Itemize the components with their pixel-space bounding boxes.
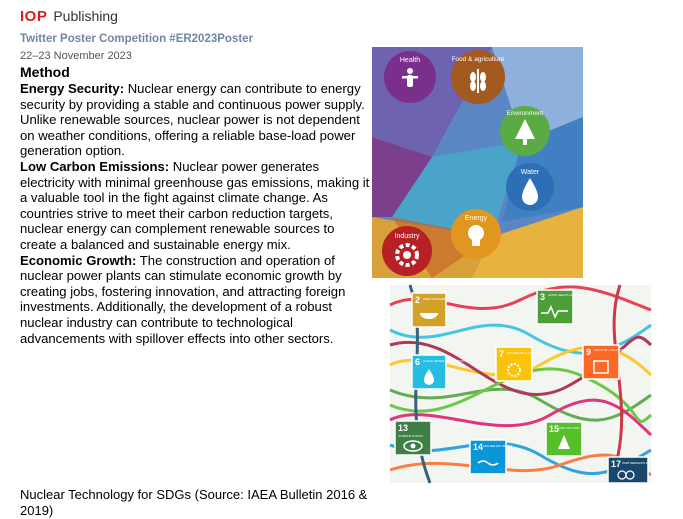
logo-brand: IOP bbox=[20, 8, 48, 25]
logo-name: Publishing bbox=[53, 8, 118, 24]
environment-label: Environment bbox=[506, 110, 544, 117]
method-heading: Method bbox=[20, 64, 70, 80]
nuclear-applications-figure bbox=[372, 47, 583, 278]
svg-text:ZERO HUNGER: ZERO HUNGER bbox=[423, 297, 446, 301]
sdg-tile-17 bbox=[608, 457, 670, 483]
iop-logo bbox=[20, 8, 118, 25]
section-text: Nuclear power generates electricity with minimal greenhouse gas emissions, making it a valuable tool in the fight against climate change. As countries strive to meet their carbon reduction targets, nuclear energy can complement renewable sources to create a balanced and sustainable energy mix. bbox=[20, 158, 370, 252]
svg-text:14: 14 bbox=[473, 442, 484, 452]
svg-text:15: 15 bbox=[549, 424, 560, 434]
svg-text:GOOD HEALTH AND WELL-BEING: GOOD HEALTH AND WELL-BEING bbox=[548, 293, 596, 297]
food-label: Food & agriculture bbox=[451, 56, 505, 63]
food-agriculture-icon bbox=[451, 50, 505, 104]
sdg-tile-15 bbox=[546, 422, 582, 456]
svg-text:INDUSTRY, INNOVATION AND INFRA: INDUSTRY, INNOVATION AND INFRASTRUCTURE bbox=[594, 348, 665, 352]
section-energy-security bbox=[20, 81, 372, 159]
section-low-carbon bbox=[20, 159, 372, 253]
svg-text:2: 2 bbox=[415, 295, 421, 305]
figure-caption: Nuclear Technology for SDGs (Source: IAEA Bulletin 2016 & 2019) bbox=[20, 487, 368, 518]
svg-text:9: 9 bbox=[586, 347, 592, 357]
svg-text:17: 17 bbox=[611, 459, 622, 469]
svg-text:AFFORDABLE AND CLEAN ENERGY: AFFORDABLE AND CLEAN ENERGY bbox=[507, 351, 559, 355]
industry-icon bbox=[382, 226, 432, 276]
svg-text:13: 13 bbox=[398, 423, 409, 433]
svg-text:LIFE ON LAND: LIFE ON LAND bbox=[559, 426, 580, 430]
svg-text:CLEAN WATER AND SANITATION: CLEAN WATER AND SANITATION bbox=[423, 359, 470, 363]
section-title: Low Carbon Emissions: bbox=[20, 158, 170, 174]
svg-text:CLIMATE ACTION: CLIMATE ACTION bbox=[398, 434, 423, 438]
poster-date: 22–23 November 2023 bbox=[20, 50, 132, 62]
sdg-figure bbox=[390, 285, 671, 483]
sdg-tile-13 bbox=[395, 421, 431, 455]
section-text: Nuclear energy can contribute to energy security by providing a stable and continuous power supply. Unlike renewable sources, nuclear power is not dependent on weather conditions, offering a reliable base-load power generation option. bbox=[20, 81, 365, 159]
applications-svg bbox=[372, 47, 583, 278]
svg-text:7: 7 bbox=[499, 349, 505, 359]
section-title: Economic Growth: bbox=[20, 252, 137, 268]
water-label: Water bbox=[520, 169, 540, 176]
section-title: Energy Security: bbox=[20, 81, 125, 96]
industry-label: Industry bbox=[394, 233, 420, 240]
sdg-tile-14 bbox=[470, 440, 513, 474]
energy-icon bbox=[451, 209, 501, 259]
poster-subtitle: Twitter Poster Competition #ER2023Poster bbox=[20, 33, 254, 45]
energy-label: Energy bbox=[464, 215, 488, 222]
svg-text:6: 6 bbox=[415, 357, 421, 367]
health-icon bbox=[384, 51, 436, 103]
sdg-tile-2 bbox=[412, 293, 446, 327]
sdg-svg bbox=[390, 285, 671, 483]
method-body bbox=[20, 64, 372, 346]
svg-text:LIFE BELOW WATER: LIFE BELOW WATER bbox=[483, 444, 513, 448]
water-icon bbox=[506, 163, 554, 211]
health-label: Health bbox=[399, 57, 421, 64]
environment-icon bbox=[500, 106, 550, 156]
svg-text:PARTNERSHIPS FOR THE GOALS: PARTNERSHIPS FOR THE GOALS bbox=[622, 461, 671, 465]
header bbox=[20, 8, 118, 25]
section-economic-growth bbox=[20, 253, 372, 347]
svg-text:3: 3 bbox=[540, 292, 546, 302]
section-text: The construction and operation of nuclear power plants can stimulate economic growth by creating jobs, fostering innovation, and attracting foreign investments. Additionally, the development of a robust nuclear industry can contribute to technological advancements with spillover effects into other sectors. bbox=[20, 252, 346, 346]
